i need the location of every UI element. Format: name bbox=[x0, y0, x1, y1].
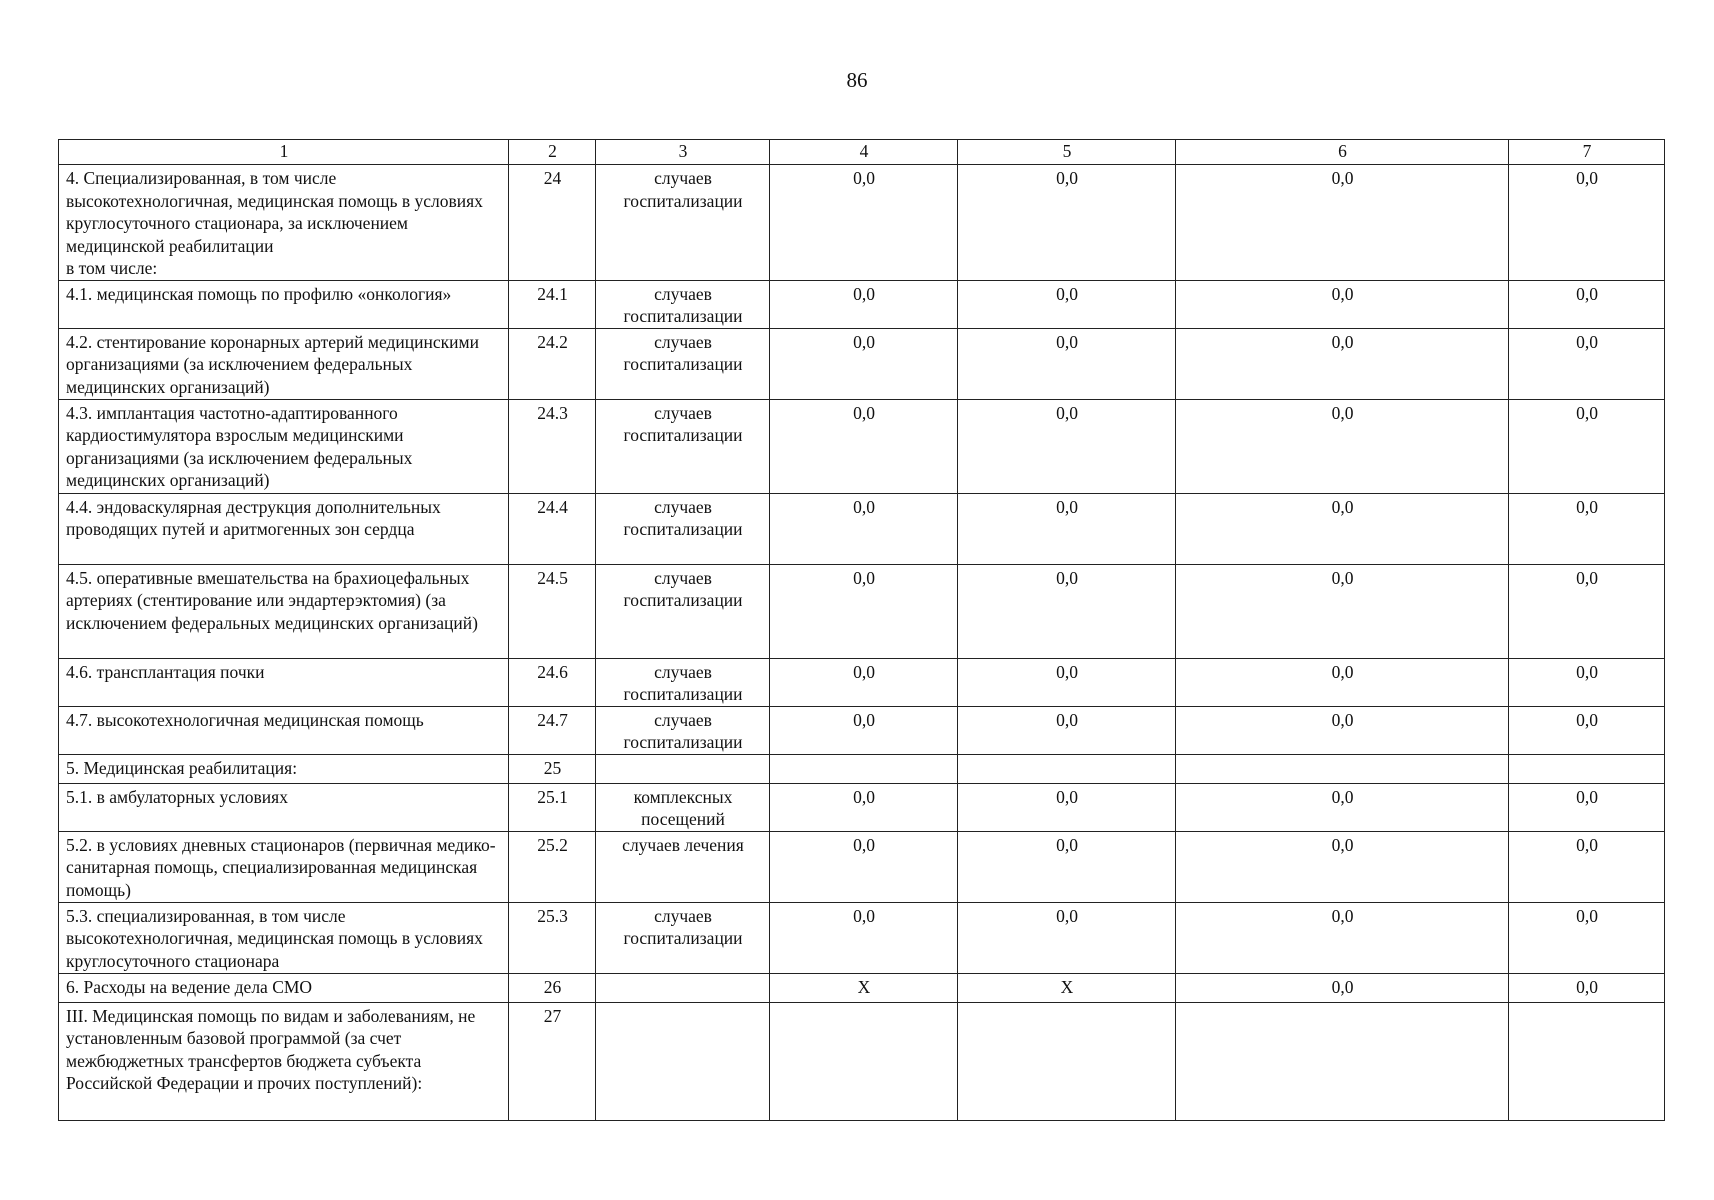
value-cell-col7: 0,0 bbox=[1509, 280, 1665, 328]
table-row bbox=[59, 783, 1665, 831]
value-cell-col5: 0,0 bbox=[958, 280, 1176, 328]
row-name-cell: 4.5. оперативные вмешательства на брахиоцефальных артериях (стентирование или эндартерэктомия) (за исключением федеральных медицинских организаций) bbox=[59, 564, 509, 658]
row-code-cell: 26 bbox=[509, 973, 596, 1002]
column-header: 7 bbox=[1509, 140, 1665, 165]
row-code-cell: 27 bbox=[509, 1002, 596, 1120]
value-cell-col6: 0,0 bbox=[1176, 165, 1509, 281]
value-cell-col5: 0,0 bbox=[958, 706, 1176, 754]
row-unit-cell: случаев госпитализации bbox=[596, 706, 770, 754]
value-cell-col6 bbox=[1176, 754, 1509, 783]
value-cell-col5: 0,0 bbox=[958, 399, 1176, 493]
column-header: 3 bbox=[596, 140, 770, 165]
value-cell-col4: 0,0 bbox=[770, 706, 958, 754]
value-cell-col7: 0,0 bbox=[1509, 831, 1665, 902]
value-cell-col4: 0,0 bbox=[770, 783, 958, 831]
value-cell-col5: 0,0 bbox=[958, 783, 1176, 831]
row-name-cell: III. Медицинская помощь по видам и заболеваниям, не установленным базовой программой (за счет межбюджетных трансфертов бюджета субъекта Российской Федерации и прочих поступлений): bbox=[59, 1002, 509, 1120]
value-cell-col6: 0,0 bbox=[1176, 564, 1509, 658]
row-code-cell: 25.2 bbox=[509, 831, 596, 902]
value-cell-col4: 0,0 bbox=[770, 280, 958, 328]
row-name-cell: 4.4. эндоваскулярная деструкция дополнительных проводящих путей и аритмогенных зон сердца bbox=[59, 493, 509, 564]
value-cell-col5 bbox=[958, 1002, 1176, 1120]
value-cell-col7: 0,0 bbox=[1509, 328, 1665, 399]
table-row bbox=[59, 902, 1665, 973]
table-row bbox=[59, 706, 1665, 754]
table-row bbox=[59, 1002, 1665, 1120]
value-cell-col7: 0,0 bbox=[1509, 564, 1665, 658]
table-row bbox=[59, 754, 1665, 783]
table-row bbox=[59, 493, 1665, 564]
value-cell-col6: 0,0 bbox=[1176, 658, 1509, 706]
page-number: 86 bbox=[846, 68, 868, 92]
row-unit-cell: случаев госпитализации bbox=[596, 564, 770, 658]
row-code-cell: 24.2 bbox=[509, 328, 596, 399]
value-cell-col4: 0,0 bbox=[770, 328, 958, 399]
value-cell-col7: 0,0 bbox=[1509, 399, 1665, 493]
column-header: 6 bbox=[1176, 140, 1509, 165]
row-unit-cell bbox=[596, 1002, 770, 1120]
value-cell-col4: 0,0 bbox=[770, 658, 958, 706]
row-name-cell: 4.3. имплантация частотно-адаптированного кардиостимулятора взрослым медицинскими организациями (за исключением федеральных медицинских организаций) bbox=[59, 399, 509, 493]
value-cell-col6: 0,0 bbox=[1176, 493, 1509, 564]
row-name-cell: 4.7. высокотехнологичная медицинская помощь bbox=[59, 706, 509, 754]
header-row bbox=[59, 140, 1665, 165]
row-unit-cell: случаев госпитализации bbox=[596, 493, 770, 564]
value-cell-col7: 0,0 bbox=[1509, 973, 1665, 1002]
row-code-cell: 24.6 bbox=[509, 658, 596, 706]
value-cell-col4: 0,0 bbox=[770, 831, 958, 902]
value-cell-col6: 0,0 bbox=[1176, 706, 1509, 754]
value-cell-col7 bbox=[1509, 1002, 1665, 1120]
row-code-cell: 25.1 bbox=[509, 783, 596, 831]
value-cell-col5: 0,0 bbox=[958, 165, 1176, 281]
data-table bbox=[58, 139, 1665, 1121]
row-code-cell: 24.1 bbox=[509, 280, 596, 328]
row-unit-cell: случаев госпитализации bbox=[596, 658, 770, 706]
row-unit-cell: случаев госпитализации bbox=[596, 165, 770, 281]
value-cell-col6: 0,0 bbox=[1176, 399, 1509, 493]
row-name-cell: 5.1. в амбулаторных условиях bbox=[59, 783, 509, 831]
value-cell-col7: 0,0 bbox=[1509, 783, 1665, 831]
row-unit-cell bbox=[596, 754, 770, 783]
row-code-cell: 24.5 bbox=[509, 564, 596, 658]
column-header: 2 bbox=[509, 140, 596, 165]
value-cell-col4: X bbox=[770, 973, 958, 1002]
table-row bbox=[59, 973, 1665, 1002]
table-row bbox=[59, 399, 1665, 493]
value-cell-col6: 0,0 bbox=[1176, 280, 1509, 328]
value-cell-col4: 0,0 bbox=[770, 165, 958, 281]
row-code-cell: 24.7 bbox=[509, 706, 596, 754]
row-code-cell: 24 bbox=[509, 165, 596, 281]
row-name-cell: 5.3. специализированная, в том числе высокотехнологичная, медицинская помощь в условиях круглосуточного стационара bbox=[59, 902, 509, 973]
row-code-cell: 25 bbox=[509, 754, 596, 783]
table-row bbox=[59, 564, 1665, 658]
row-code-cell: 25.3 bbox=[509, 902, 596, 973]
value-cell-col4 bbox=[770, 1002, 958, 1120]
value-cell-col6: 0,0 bbox=[1176, 783, 1509, 831]
value-cell-col5: 0,0 bbox=[958, 902, 1176, 973]
row-code-cell: 24.3 bbox=[509, 399, 596, 493]
column-header: 4 bbox=[770, 140, 958, 165]
value-cell-col7: 0,0 bbox=[1509, 658, 1665, 706]
table-row bbox=[59, 831, 1665, 902]
value-cell-col4: 0,0 bbox=[770, 399, 958, 493]
value-cell-col7: 0,0 bbox=[1509, 706, 1665, 754]
value-cell-col7: 0,0 bbox=[1509, 165, 1665, 281]
row-code-cell: 24.4 bbox=[509, 493, 596, 564]
row-unit-cell: случаев госпитализации bbox=[596, 399, 770, 493]
value-cell-col5 bbox=[958, 754, 1176, 783]
value-cell-col7: 0,0 bbox=[1509, 493, 1665, 564]
value-cell-col5: 0,0 bbox=[958, 328, 1176, 399]
column-header: 1 bbox=[59, 140, 509, 165]
row-name-cell: 4.1. медицинская помощь по профилю «онкология» bbox=[59, 280, 509, 328]
table-body bbox=[59, 140, 1665, 1121]
table-row bbox=[59, 328, 1665, 399]
value-cell-col6: 0,0 bbox=[1176, 973, 1509, 1002]
row-unit-cell bbox=[596, 973, 770, 1002]
row-name-cell: 4.2. стентирование коронарных артерий медицинскими организациями (за исключением федеральных медицинских организаций) bbox=[59, 328, 509, 399]
row-name-cell: 5.2. в условиях дневных стационаров (первичная медико-санитарная помощь, специализированная медицинская помощь) bbox=[59, 831, 509, 902]
table-row bbox=[59, 165, 1665, 281]
value-cell-col4: 0,0 bbox=[770, 493, 958, 564]
value-cell-col5: 0,0 bbox=[958, 564, 1176, 658]
value-cell-col5: 0,0 bbox=[958, 493, 1176, 564]
column-header: 5 bbox=[958, 140, 1176, 165]
row-name-cell: 4. Специализированная, в том числе высокотехнологичная, медицинская помощь в условиях круглосуточного стационара, за исключением медицинской реабилитации в том числе: bbox=[59, 165, 509, 281]
row-unit-cell: случаев госпитализации bbox=[596, 328, 770, 399]
value-cell-col5: X bbox=[958, 973, 1176, 1002]
value-cell-col6: 0,0 bbox=[1176, 902, 1509, 973]
value-cell-col7: 0,0 bbox=[1509, 902, 1665, 973]
value-cell-col4: 0,0 bbox=[770, 564, 958, 658]
row-unit-cell: случаев лечения bbox=[596, 831, 770, 902]
row-unit-cell: случаев госпитализации bbox=[596, 280, 770, 328]
row-name-cell: 6. Расходы на ведение дела СМО bbox=[59, 973, 509, 1002]
value-cell-col4: 0,0 bbox=[770, 902, 958, 973]
row-name-cell: 4.6. трансплантация почки bbox=[59, 658, 509, 706]
value-cell-col5: 0,0 bbox=[958, 658, 1176, 706]
value-cell-col7 bbox=[1509, 754, 1665, 783]
row-unit-cell: случаев госпитализации bbox=[596, 902, 770, 973]
value-cell-col6 bbox=[1176, 1002, 1509, 1120]
row-name-cell: 5. Медицинская реабилитация: bbox=[59, 754, 509, 783]
value-cell-col5: 0,0 bbox=[958, 831, 1176, 902]
row-unit-cell: комплексных посещений bbox=[596, 783, 770, 831]
table-row bbox=[59, 658, 1665, 706]
value-cell-col4 bbox=[770, 754, 958, 783]
value-cell-col6: 0,0 bbox=[1176, 831, 1509, 902]
value-cell-col6: 0,0 bbox=[1176, 328, 1509, 399]
table-row bbox=[59, 280, 1665, 328]
